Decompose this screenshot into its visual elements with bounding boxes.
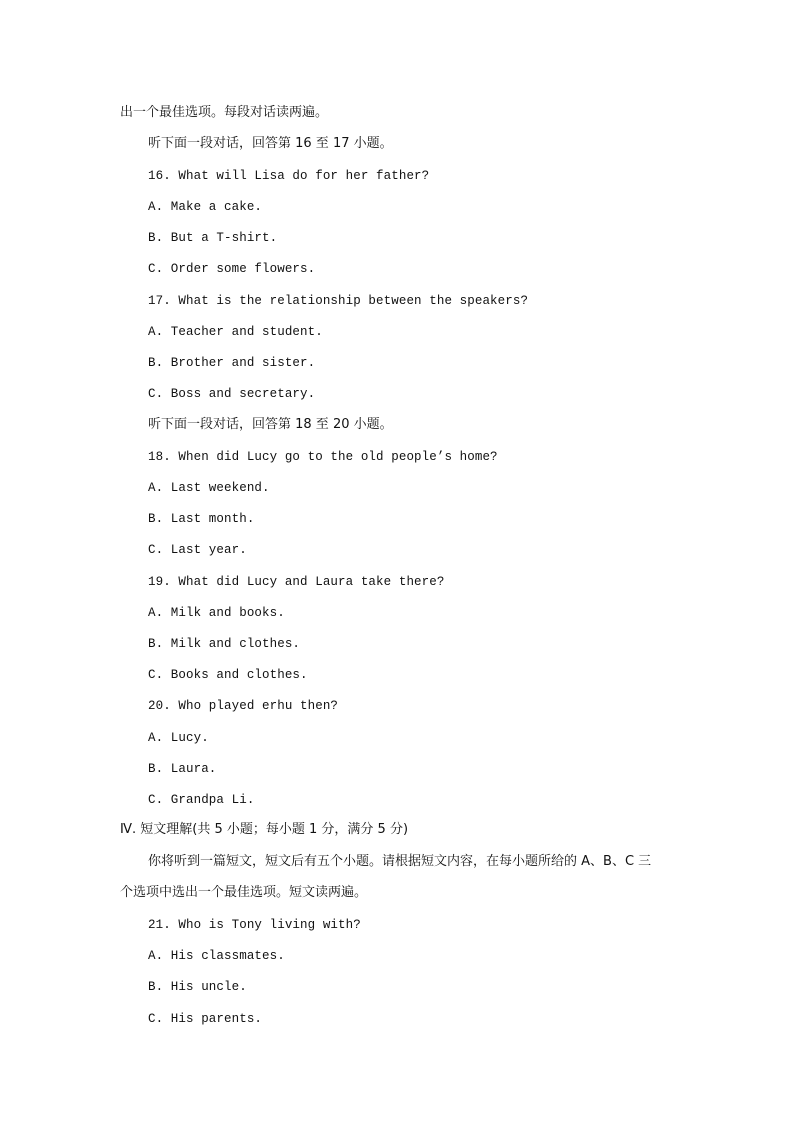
option-19a: A. Milk and books. <box>148 606 285 620</box>
option-16a: A. Make a cake. <box>148 200 263 214</box>
option-20b: B. Laura. <box>148 762 217 776</box>
option-18a: A. Last weekend. <box>148 481 270 495</box>
section-heading: Ⅳ. 短文理解(共 5 小题；每小题 1 分，满分 5 分) <box>120 822 409 837</box>
option-18c: C. Last year. <box>148 543 247 557</box>
question-21: 21. Who is Tony living with? <box>148 918 361 932</box>
question-19: 19. What did Lucy and Laura take there? <box>148 575 445 589</box>
option-20a: A. Lucy. <box>148 731 209 745</box>
section-instruction-continued: 个选项中选出一个最佳选项。短文读两遍。 <box>120 885 368 900</box>
option-19c: C. Books and clothes. <box>148 668 308 682</box>
option-21c: C. His parents. <box>148 1012 263 1026</box>
dialog-instruction: 听下面一段对话，回答第 18 至 20 小题。 <box>148 417 393 432</box>
question-17: 17. What is the relationship between the speakers? <box>148 294 529 308</box>
question-18: 18. When did Lucy go to the old people’s home? <box>148 450 498 464</box>
option-21b: B. His uncle. <box>148 980 247 994</box>
question-20: 20. Who played erhu then? <box>148 699 339 713</box>
instruction-continuation: 出一个最佳选项。每段对话读两遍。 <box>120 105 329 120</box>
option-17a: A. Teacher and student. <box>148 325 323 339</box>
question-16: 16. What will Lisa do for her father? <box>148 169 430 183</box>
option-16c: C. Order some flowers. <box>148 262 316 276</box>
option-19b: B. Milk and clothes. <box>148 637 301 651</box>
option-17c: C. Boss and secretary. <box>148 387 316 401</box>
option-17b: B. Brother and sister. <box>148 356 316 370</box>
section-instruction: 你将听到一篇短文，短文后有五个小题。请根据短文内容，在每小题所给的 A、B、C 三 <box>148 854 652 869</box>
dialog-instruction: 听下面一段对话，回答第 16 至 17 小题。 <box>148 136 393 151</box>
option-18b: B. Last month. <box>148 512 255 526</box>
option-21a: A. His classmates. <box>148 949 285 963</box>
option-16b: B. But a T-shirt. <box>148 231 278 245</box>
option-20c: C. Grandpa Li. <box>148 793 255 807</box>
